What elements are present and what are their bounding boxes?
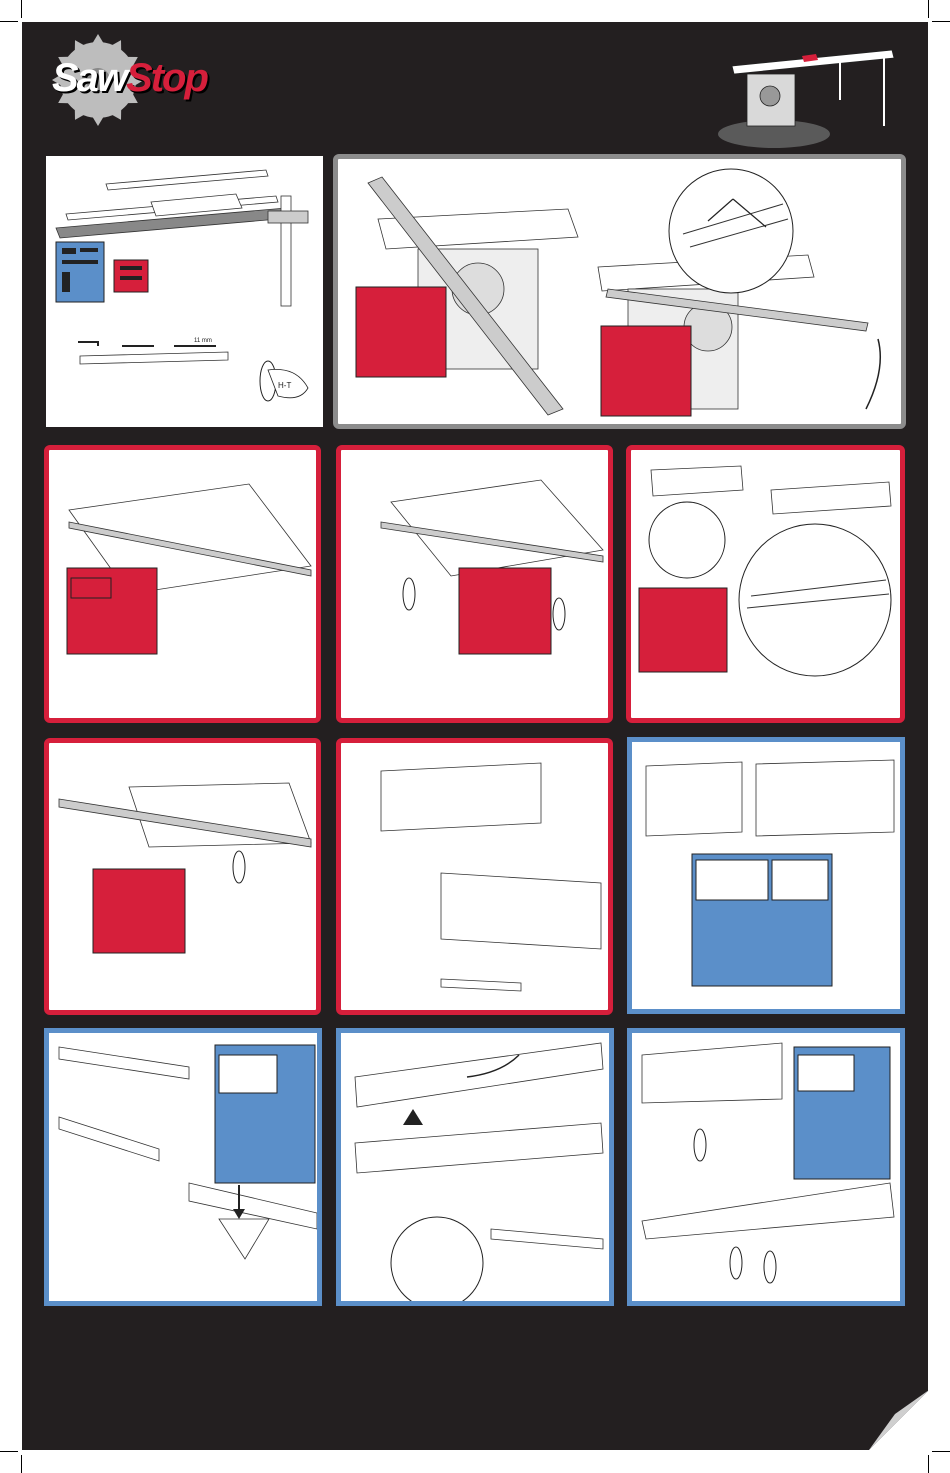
table-saw-hero-icon <box>712 38 897 150</box>
crop-mark <box>932 1451 950 1452</box>
step-6-diagram <box>341 743 608 1010</box>
step-6-panel <box>336 738 613 1015</box>
step-2-diagram <box>49 450 316 718</box>
step-10-diagram <box>632 1033 900 1301</box>
step-4-panel <box>626 445 905 723</box>
crop-mark <box>928 1455 929 1473</box>
brand-logo-text <box>52 56 207 101</box>
step-1-panel <box>333 154 906 429</box>
step-3-diagram <box>341 450 608 718</box>
step-9-diagram <box>341 1033 609 1301</box>
page-curl-icon <box>865 1390 929 1450</box>
warning-triangle-icon <box>403 1109 423 1125</box>
step-5-panel <box>44 738 321 1015</box>
parts-overview-panel <box>46 156 323 427</box>
crop-mark <box>932 21 950 22</box>
brand-name-part2: Stop <box>126 56 207 100</box>
step-2-panel <box>44 445 321 723</box>
step-7-diagram <box>632 742 900 1009</box>
step-10-panel <box>627 1028 905 1306</box>
step-8-panel <box>44 1028 322 1306</box>
crop-mark <box>0 21 18 22</box>
parts-diagram <box>46 156 323 427</box>
wrench-size-label: 11 mm <box>194 338 212 344</box>
brand-name-part1: Saw <box>52 56 127 100</box>
step-3-panel <box>336 445 613 723</box>
crop-mark <box>0 1451 18 1452</box>
step-7-panel <box>627 737 905 1014</box>
step-1-diagram <box>338 159 901 424</box>
step-9-panel <box>336 1028 614 1306</box>
ht-label: H-T <box>278 381 292 390</box>
step-8-diagram <box>49 1033 317 1301</box>
crop-mark <box>928 0 929 18</box>
crop-mark <box>21 1455 22 1473</box>
crop-mark <box>21 0 22 18</box>
step-5-diagram <box>49 743 316 1010</box>
step-4-diagram <box>631 450 900 718</box>
